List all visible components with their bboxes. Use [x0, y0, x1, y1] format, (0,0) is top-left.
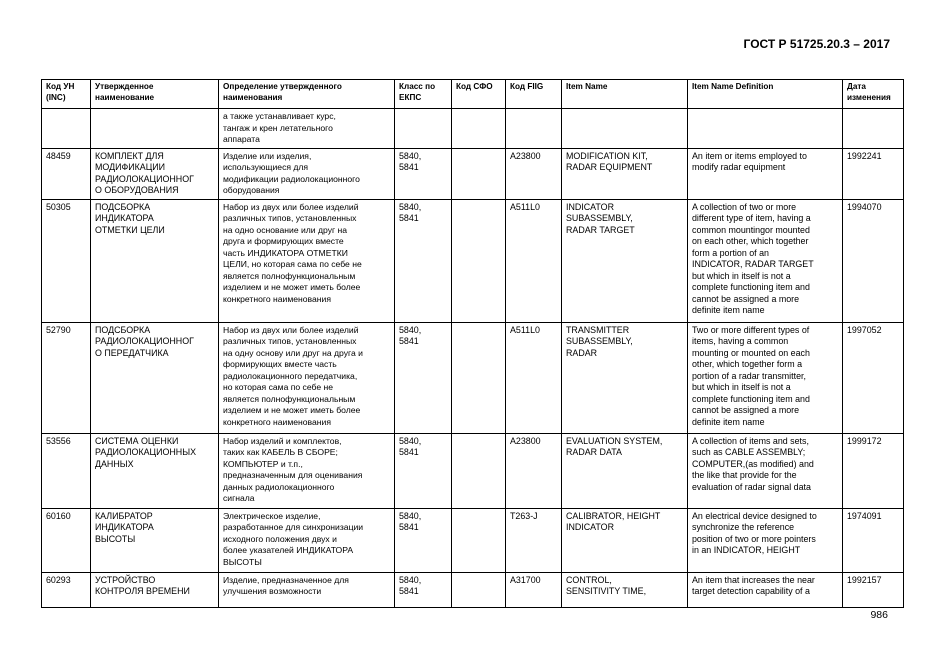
table-header-row	[42, 80, 904, 109]
cell-ekps-class: 5840, 5841	[395, 148, 452, 199]
cell-inc: 50305	[42, 199, 91, 322]
cell-inc: 60160	[42, 508, 91, 572]
cell-ekps-class: 5840, 5841	[395, 508, 452, 572]
column-header-sfo-code: Код СФО	[452, 80, 506, 109]
cell-approved-name: СИСТЕМА ОЦЕНКИ РАДИОЛОКАЦИОННЫХ ДАННЫХ	[91, 433, 219, 508]
table-row	[42, 148, 904, 199]
cell-fiig-code: A511L0	[506, 322, 562, 433]
cell-definition: Изделие, предназначенное для улучшения возможности	[219, 572, 395, 607]
cell-change-date: 1992241	[843, 148, 904, 199]
document-standard-header: ГОСТ Р 51725.20.3 – 2017	[743, 37, 890, 51]
cell-change-date	[843, 109, 904, 149]
cell-fiig-code: A31700	[506, 572, 562, 607]
cell-fiig-code: A23800	[506, 433, 562, 508]
cell-inc: 52790	[42, 322, 91, 433]
cell-sfo-code	[452, 433, 506, 508]
cell-approved-name: УСТРОЙСТВО КОНТРОЛЯ ВРЕМЕНИ	[91, 572, 219, 607]
cell-sfo-code	[452, 148, 506, 199]
column-header-definition: Определение утвержденного наименования	[219, 80, 395, 109]
cell-approved-name: КАЛИБРАТОР ИНДИКАТОРА ВЫСОТЫ	[91, 508, 219, 572]
cell-definition: Набор из двух или более изделий различных типов, установленных на одну основу или друг на друга и формирующих вместе часть радиолокационного передатчика, но которая сама по себе не является полнофункциональным изделием и не может иметь более конкретного наименования	[219, 322, 395, 433]
cell-fiig-code: T263-J	[506, 508, 562, 572]
classification-table	[41, 79, 904, 608]
cell-item-name: MODIFICATION KIT, RADAR EQUIPMENT	[562, 148, 688, 199]
column-header-approved-name: Утвержденное наименование	[91, 80, 219, 109]
page-number: 986	[870, 609, 888, 621]
cell-approved-name: ПОДСБОРКА ИНДИКАТОРА ОТМЕТКИ ЦЕЛИ	[91, 199, 219, 322]
cell-item-name-definition: An electrical device designed to synchronize the reference position of two or more pointers in an INDICATOR, HEIGHT	[688, 508, 843, 572]
cell-ekps-class: 5840, 5841	[395, 433, 452, 508]
table-row	[42, 508, 904, 572]
column-header-item-name-definition: Item Name Definition	[688, 80, 843, 109]
column-header-ekps-class: Класс по ЕКПС	[395, 80, 452, 109]
table-row	[42, 199, 904, 322]
cell-approved-name: ПОДСБОРКА РАДИОЛОКАЦИОННОГ О ПЕРЕДАТЧИКА	[91, 322, 219, 433]
cell-change-date: 1994070	[843, 199, 904, 322]
cell-approved-name: КОМПЛЕКТ ДЛЯ МОДИФИКАЦИИ РАДИОЛОКАЦИОННОГ О ОБОРУДОВАНИЯ	[91, 148, 219, 199]
cell-item-name: TRANSMITTER SUBASSEMBLY, RADAR	[562, 322, 688, 433]
cell-item-name: CALIBRATOR, HEIGHT INDICATOR	[562, 508, 688, 572]
cell-item-name: EVALUATION SYSTEM, RADAR DATA	[562, 433, 688, 508]
column-header-inc: Код УН (INC)	[42, 80, 91, 109]
cell-definition: а также устанавливает курс, тангаж и крен летательного аппарата	[219, 109, 395, 149]
cell-ekps-class: 5840, 5841	[395, 572, 452, 607]
column-header-fiig-code: Код FIIG	[506, 80, 562, 109]
cell-definition: Набор из двух или более изделий различных типов, установленных на одно основание или друг на друга и формирующих вместе часть ИНДИКАТОРА ОТМЕТКИ ЦЕЛИ, но которая сама по себе не является полнофункциональным изделием и не может иметь более конкретного наименования	[219, 199, 395, 322]
cell-fiig-code: A23800	[506, 148, 562, 199]
cell-item-name-definition: A collection of items and sets, such as CABLE ASSEMBLY; COMPUTER,(as modified) and the like that provide for the evaluation of radar signal data	[688, 433, 843, 508]
cell-inc: 53556	[42, 433, 91, 508]
column-header-change-date: Дата изменения	[843, 80, 904, 109]
column-header-item-name: Item Name	[562, 80, 688, 109]
cell-change-date: 1999172	[843, 433, 904, 508]
cell-item-name-definition: Two or more different types of items, having a common mounting or mounted on each other, which together form a portion of a radar transmitter, but which in itself is not a complete functioning item and cannot be assigned a more definite item name	[688, 322, 843, 433]
cell-approved-name	[91, 109, 219, 149]
cell-change-date: 1974091	[843, 508, 904, 572]
cell-inc: 60293	[42, 572, 91, 607]
cell-ekps-class: 5840, 5841	[395, 199, 452, 322]
cell-ekps-class	[395, 109, 452, 149]
cell-change-date: 1992157	[843, 572, 904, 607]
cell-inc	[42, 109, 91, 149]
cell-item-name	[562, 109, 688, 149]
table-row	[42, 572, 904, 607]
cell-change-date: 1997052	[843, 322, 904, 433]
table-row	[42, 433, 904, 508]
table-row	[42, 322, 904, 433]
cell-inc: 48459	[42, 148, 91, 199]
cell-definition: Электрическое изделие, разработанное для синхронизации исходного положения двух и более указателей ИНДИКАТОРА ВЫСОТЫ	[219, 508, 395, 572]
table-row	[42, 109, 904, 149]
cell-sfo-code	[452, 109, 506, 149]
cell-sfo-code	[452, 322, 506, 433]
cell-ekps-class: 5840, 5841	[395, 322, 452, 433]
cell-item-name: CONTROL, SENSITIVITY TIME,	[562, 572, 688, 607]
cell-sfo-code	[452, 508, 506, 572]
cell-item-name-definition: An item or items employed to modify radar equipment	[688, 148, 843, 199]
cell-item-name: INDICATOR SUBASSEMBLY, RADAR TARGET	[562, 199, 688, 322]
cell-item-name-definition: A collection of two or more different type of item, having a common mountingor mounted on each other, which together form a portion of an INDICATOR, RADAR TARGET but which in itself is not a complete functioning item and cannot be assigned a more definite item name	[688, 199, 843, 322]
cell-fiig-code: A511L0	[506, 199, 562, 322]
cell-item-name-definition: An item that increases the near target detection capability of a	[688, 572, 843, 607]
cell-definition: Изделие или изделия, использующиеся для модификации радиолокационного оборудования	[219, 148, 395, 199]
cell-fiig-code	[506, 109, 562, 149]
cell-sfo-code	[452, 199, 506, 322]
cell-item-name-definition	[688, 109, 843, 149]
cell-definition: Набор изделий и комплектов, таких как КАБЕЛЬ В СБОРЕ; КОМПЬЮТЕР и т.п., предназначенным для оценивания данных радиолокационного сигнала	[219, 433, 395, 508]
cell-sfo-code	[452, 572, 506, 607]
